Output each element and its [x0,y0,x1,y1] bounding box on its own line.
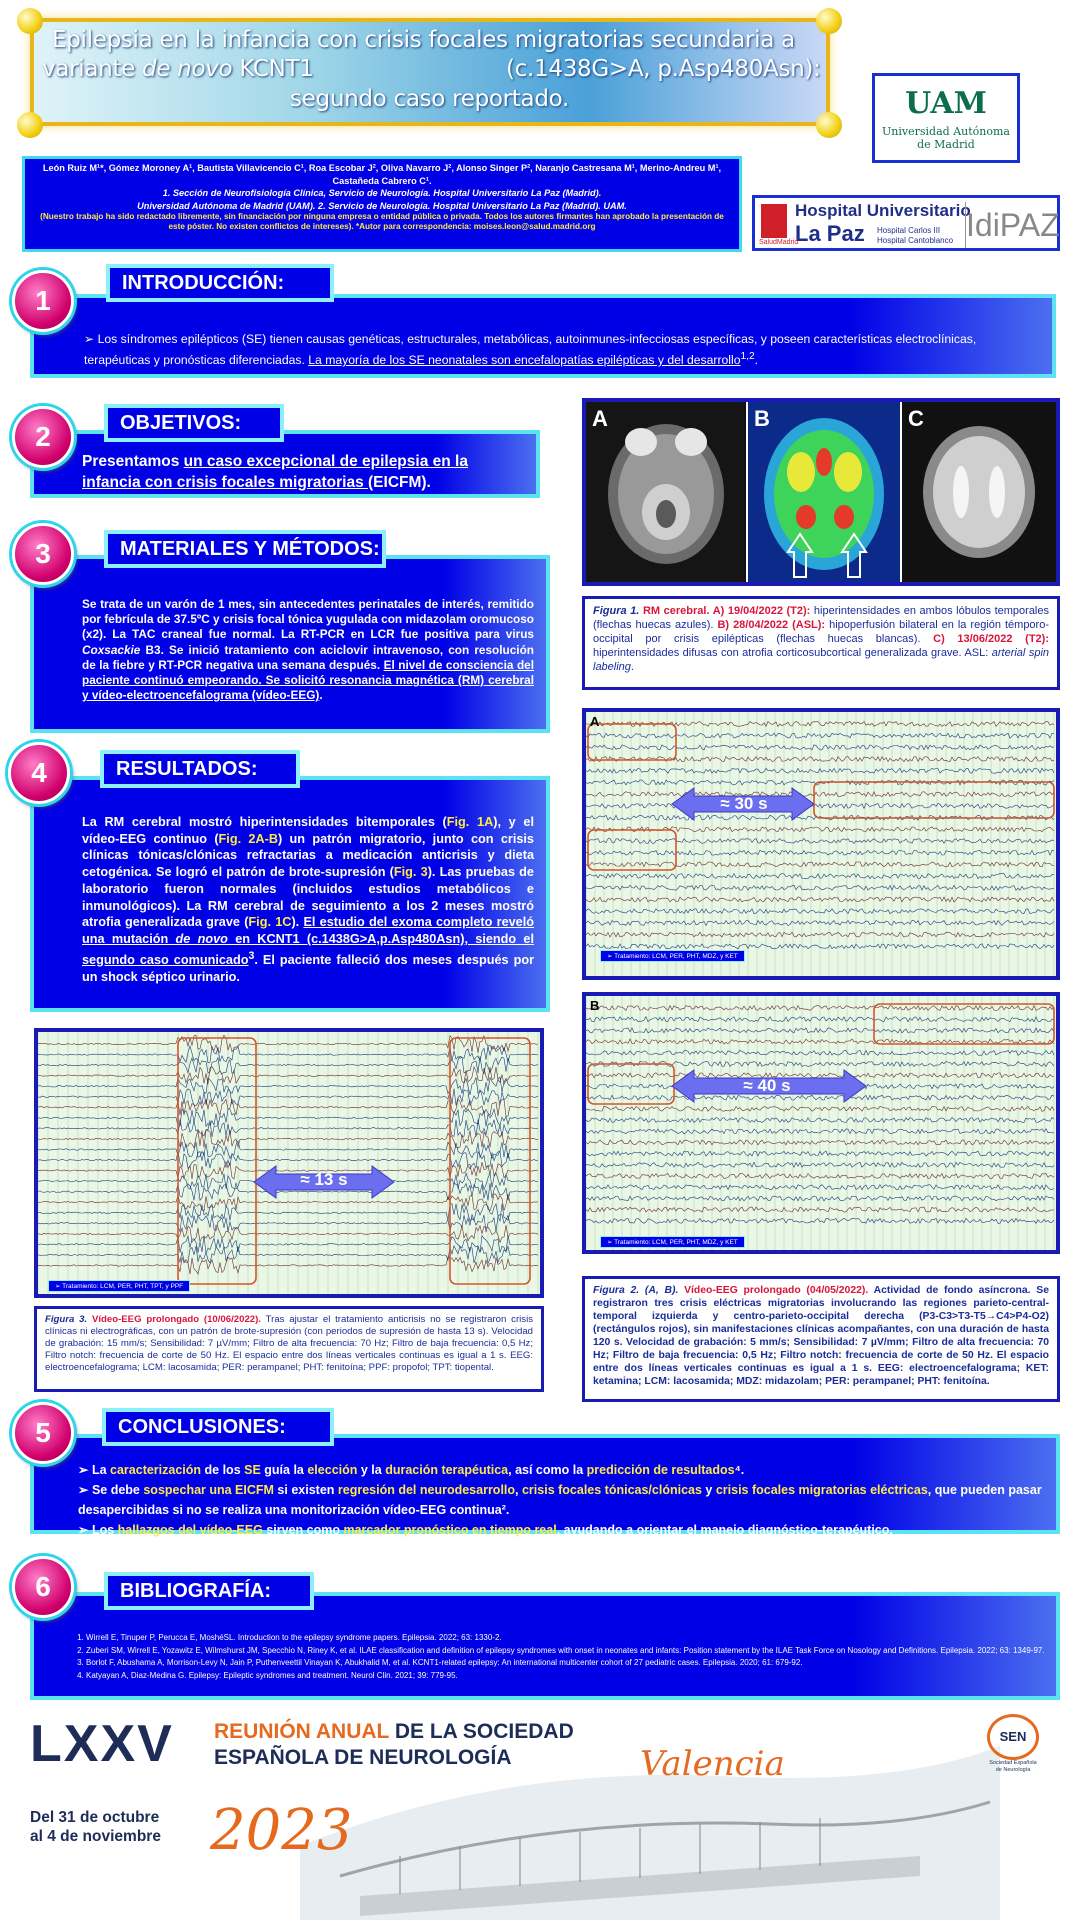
figure-1-mri [582,398,1060,586]
madrid-cross-icon [761,204,787,238]
conclusion-2: ➢ Se debe sospechar una EICFM si existen regresión del neurodesarrollo, crisis focales tónicas/clónicas y crisis focales migratorias eléctricas, que pueden pasar desapercibidas si no se realiza una monitorización vídeo-EEG continua². [78,1483,1042,1517]
title-line-1: Epilepsia en la infancia con crisis focales migratorias secundaria a [52,27,795,53]
figure-2b-eeg [582,992,1060,1254]
congress-year: 2023 [210,1798,353,1863]
congress-footer: LXXV REUNIÓN ANUAL DE LA SOCIEDAD ESPAÑOLA DE NEUROLOGÍA Valencia Del 31 de octubre al 4 de noviembre 2023 SEN Sociedad Española de Neurología [0,1706,1081,1920]
arrow-13s: ≈ 13 s [300,1170,348,1189]
figure-3-caption: Figura 3. Vídeo-EEG prolongado (10/06/2022). Tras ajustar el tratamiento anticrisis no se registraron crisis clínicas ni electrográficas, con un patrón de brote-supresión (con periodos de supresión de hasta 13 s). Velocidad de grabación: 15 mm/s; Sensibilidad: 7 µV/mm; Filtro de alta frecuencia: 70 Hz; Filtro de baja frecuencia: 0,5 Hz; Filtro notch: frecuencia de corte de 50 Hz. El espacio entre dos líneas verticales continuas es igual a 1 s. EEG: electroencefalograma; LCM: lacosamida; PER: perampanel; PHT: fenitoína; PPF: propofol; TPT: tiopental. [34,1306,544,1392]
fig1-label-c: C [908,406,924,431]
congress-dates: Del 31 de octubre al 4 de noviembre [30,1809,161,1845]
reference-item: 1. Wirrell E, Tinuper P, Perucca E, MoshéSL. Introduction to the epilepsy syndrome papers. Epilepsia. 2022; 63: 1330-2. [86,1632,1046,1645]
section-title-bibliografia: BIBLIOGRAFÍA: [104,1572,314,1610]
title-line-3: segundo caso reportado. [290,86,569,112]
sen-logo: SEN Sociedad Española de Neurología [968,1714,1058,1774]
section-number-2: 2 [12,406,74,468]
figure-2-caption: Figura 2. (A, B). Vídeo-EEG prolongado (04/05/2022). Actividad de fondo asíncrona. Se registraron tres crisis eléctricas migratorias involucrando las regiones parieto-central-temporal izquierda y centro-parieto-occipital derecha (P3-C3>T3-T5→C4>P4-O2) (rectángulos rojos), sin manifestaciones clínicas acompañantes, con una duración de hasta 120 s. Velocidad de grabación: 5 mm/s; Sensibilidad: 7 µV/mm; Filtro de alta frecuencia: 70 Hz; Filtro de baja frecuencia: 0,5 Hz; Filtro notch: frecuencia de corte de 50 Hz. El espacio entre dos líneas verticales continuas es igual a 1 s. EEG: electroencefalograma; KET: ketamina; LCM: lacosamida; MDZ: midazolam; PER: perampanel; PHT: fenitoína. [582,1276,1060,1402]
section-title-conclusiones: CONCLUSIONES: [102,1408,334,1446]
section-title-objetivos: OBJETIVOS: [104,404,284,442]
eeg-trace-2b [586,996,1056,1250]
treatment-bar-2a: ➢ Tratamiento: LCM, PER, PHT, MDZ, y KET [600,950,745,962]
reference-item: 4. Katyayan A, Diaz-Medina G. Epilepsy: Epileptic syndromes and treatment. Neurol Clin. 2021; 39: 779-95. [86,1670,1046,1683]
section-number-6: 6 [12,1556,74,1618]
eeg-trace-3 [38,1032,540,1294]
section-title-metodos: MATERIALES Y MÉTODOS: [104,530,386,568]
metodos-panel: Se trata de un varón de 1 mes, sin antecedentes perinatales de interés, remitido por febrícula de 37.5ºC y crisis focal tónica yugulada con midazolam oromucoso (x2). La TAC craneal fue normal. La RT-PCR en LCR fue positiva para virus Coxsackie B3. Se inició tratamiento con aciclovir intravenoso, con resolución de la fiebre y RT-PCR negativa una semana después. El nivel de consciencia del paciente continuó empeorando. Se solicitó resonancia magnética (RM) cerebral y vídeo-electroencefalograma (vídeo-EEG). [30,555,550,733]
idipaz-logo: IdiPAZ [965,202,1055,248]
eeg-trace-2a [586,712,1056,976]
arrow-30s: ≈ 30 s [720,794,768,813]
decor-dot [17,8,43,34]
conclusion-3: ➢ Los hallazgos del vídeo-EEG sirven como marcador pronóstico en tiempo real, ayudando a orientar el manejo diagnóstico-terapéutico. [78,1523,893,1537]
objetivos-panel: Presentamos un caso excepcional de epilepsia en la infancia con crisis focales migratorias (EICFM). [30,430,540,498]
mri-panels [586,402,1056,582]
intro-panel: ➢ Los síndromes epilépticos (SE) tienen causas genéticas, estructurales, metabólicas, autoinmunes-infecciosas específicas, y poseen características electroclínicas, terapéuticas y pronósticas diferenciadas. La mayoría de los SE neonatales son encefalopatías epilépticas y del desarrollo$^{1,2}$. [30,294,1056,378]
uam-logo: UAM Universidad Autónoma de Madrid [872,73,1020,163]
city-name: Valencia [640,1744,785,1784]
title-line-2-variant: (c.1438G>A, p.Asp480Asn): [506,56,821,82]
decor-dot [816,8,842,34]
affiliation-1: 1. Sección de Neurofisiología Clínica, Servicio de Neurología. Hospital Universitario La Paz (Madrid). [162,188,602,198]
title-line-2: variante de novo KCNT1 [42,56,314,82]
figure-2a-eeg [582,708,1060,980]
section-title-resultados: RESULTADOS: [100,750,300,788]
conclusion-1: ➢ La caracterización de los SE guía la elección y la duración terapéutica, así como la predicción de resultados⁴. [78,1463,745,1477]
reference-item: 3. Borlot F, Abushama A, Morrison-Levy N, Jain P, Puthenveettil Vinayan K, Abukhalid M, et al. KCNT1-related epilepsy: An international multicenter cohort of 27 pediatric cases. Epilepsia. 2020; 61: 679-92. [86,1657,1046,1670]
treatment-bar-2b: ➢ Tratamiento: LCM, PER, PHT, MDZ, y KET [600,1236,745,1248]
decor-dot [17,112,43,138]
reference-item: 2. Zuberi SM, Wirrell E, Yozawitz E, Wilmshurst JM, Specchio N, Riney K, et al. ILAE classification and definition of epilepsy syndromes with onset in neonates and infants: Position statement by the ILAE Task Force on Nosology and Definitions. Epilepsia. 2022; 63: 1349-97. [86,1645,1046,1658]
funding-note: (Nuestro trabajo ha sido redactado libremente, sin financiación por ninguna empresa o entidad pública o privada. Todos los autores firmantes han aprobado la presentación de este póster. No existen conflictos de intereses). *Autor para correspondencia: moises.leon@salud.madrid.org [40,212,724,231]
treatment-bar-3: ➢ Tratamiento: LCM, PER, PHT, TPT, y PPF [48,1280,190,1292]
affiliation-2: Universidad Autónoma de Madrid (UAM). 2. Servicio de Neurología. Hospital Universitario La Paz (Madrid). UAM. [137,200,627,211]
fig2-label-b: B [590,998,600,1013]
conclusiones-panel [30,1434,1060,1537]
fig1-label-b: B [754,406,770,431]
decor-dot [816,112,842,138]
section-number-5: 5 [12,1402,74,1464]
hospital-logo: Hospital Universitario La Paz Hospital Carlos III Hospital Cantoblanco SaludMadrid IdiPAZ [752,195,1060,251]
arrow-40s: ≈ 40 s [743,1076,791,1095]
figure-3-eeg [34,1028,544,1298]
section-number-1: 1 [12,270,74,332]
fig1-label-a: A [592,406,608,431]
section-title-introduccion: INTRODUCCIÓN: [106,264,334,302]
authors-box [22,156,742,252]
resultados-panel: La RM cerebral mostró hiperintensidades bitemporales (Fig. 1A), y el vídeo-EEG continuo (Fig. 2A-B) un patrón migratorio, junto con crisis clínicas tónicas/clónicas refractarias a medicación anticrisis y dieta cetogénica. Se logró el patrón de brote-supresión (Fig. 3). Las pruebas de laboratorio fueron normales (incluidos estudios metabólicos e inmunológicos). La RM cerebral de seguimiento a los 2 meses mostró atrofia generalizada grave (Fig. 1C). El estudio del exoma completo reveló una mutación de novo en KCNT1 (c.1438G>A,p.Asp480Asn), siendo el segundo caso comunicado$^3$. El paciente falleció dos meses después por un shock séptico urinario. [30,776,550,1012]
figure-1-caption: Figura 1. RM cerebral. A) 19/04/2022 (T2): hiperintensidades en ambos lóbulos temporales (flechas huecas azules). B) 28/04/2022 (ASL): hipoperfusión bilateral en la región témporo-occipital por crisis epilépticas (flechas huecas blancas). C) 13/06/2022 (T2): hiperintensidades difusas con atrofia corticosubcortical generalizada grave. ASL: arterial spin labeling. [582,596,1060,690]
edition-number: LXXV [30,1715,174,1773]
section-number-3: 3 [12,523,74,585]
fig2-label-a: A [590,714,600,729]
author-list: León Ruiz M¹*, Gómez Moroney A¹, Bautista Villavicencio C¹, Roa Escobar J², Oliva Navarro J², Alonso Singer P², Naranjo Castresana M¹, Merino-Andreu M¹, Castañeda Cabrero C¹. [42,163,722,186]
section-number-4: 4 [8,742,70,804]
title-banner [30,18,830,126]
